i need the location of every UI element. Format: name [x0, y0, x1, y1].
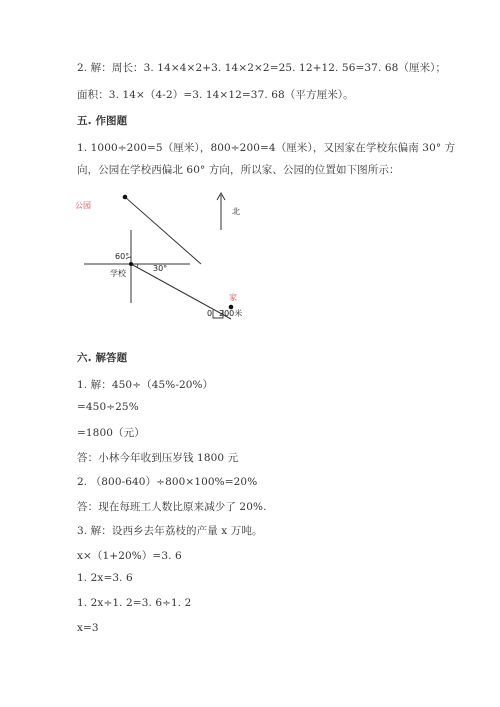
answer-5-1-line2: 向，公园在学校西偏北 60° 方向，所以家、公园的位置如下图所示：: [77, 164, 400, 176]
school-to-home-line: [131, 264, 231, 319]
answer-6-line: 1. 2x÷1. 2=3. 6÷1. 2: [77, 597, 192, 609]
scale-zero-label: 0: [207, 309, 213, 318]
answer-6-line: 答：现在每班工人数比原来减少了 20%.: [77, 501, 267, 513]
answer-6-line: 1. 2x=3. 6: [77, 572, 133, 584]
answer-6-line: =1800（元）: [77, 427, 145, 439]
home-label: 家: [229, 293, 237, 302]
answer-4-2-perimeter: 2. 解：周长：3. 14×4×2+3. 14×2×2=25. 12+12. 56=37. 68（厘米）；: [77, 62, 447, 74]
park-point: [123, 195, 128, 200]
angle-30-label: 30°: [153, 264, 168, 273]
answer-6-line: 答：小林今年收到压岁钱 1800 元: [77, 452, 239, 464]
school-point: [129, 262, 133, 266]
section-5-heading: 五. 作图题: [77, 115, 128, 127]
answer-6-line: x=3: [77, 622, 99, 634]
section-6-heading: 六. 解答题: [77, 352, 128, 364]
scale-distance-label: 200米: [219, 309, 243, 318]
park-to-school-line: [125, 197, 201, 264]
answer-6-line: 3. 解：设西乡去年荔枝的产量 x 万吨。: [77, 525, 263, 537]
answer-6-line: =450÷25%: [77, 401, 139, 413]
answer-4-2-area: 面积：3. 14×（4-2）=3. 14×12=37. 68（平方厘米）。: [77, 89, 354, 101]
angle-60-label: 60°: [115, 252, 130, 261]
answer-6-line: 1. 解：450÷（45%-20%）: [77, 379, 214, 391]
position-diagram: [70, 188, 270, 328]
north-label: 北: [232, 207, 240, 216]
answer-6-line: x×（1+20%）=3. 6: [77, 550, 182, 562]
park-label: 公园: [75, 201, 91, 210]
answer-5-1-line1: 1. 1000÷200=5（厘米），800÷200=4（厘米），又因家在学校东偏南 30° 方: [77, 142, 456, 154]
answer-6-line: 2. （800-640）÷800×100%=20%: [77, 476, 258, 488]
school-label: 学校: [110, 269, 126, 278]
